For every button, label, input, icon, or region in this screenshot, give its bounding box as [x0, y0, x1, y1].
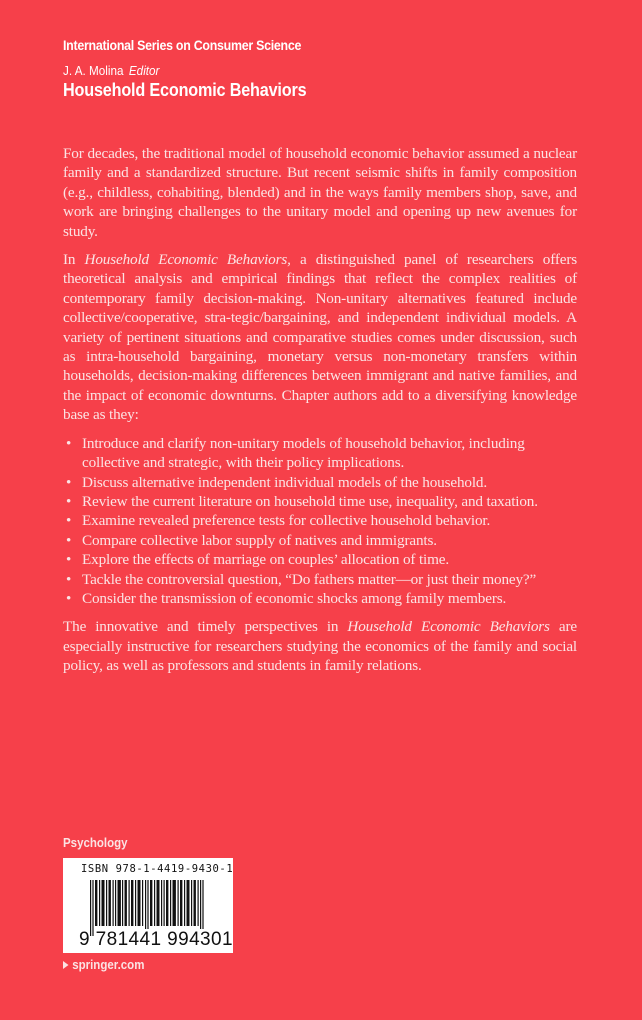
editor-role: Editor [128, 63, 160, 78]
paragraph-text: a distinguished panel of researchers offers theoretical analysis and empirical findings that reflect the complex realities of contemporary family decision-making. Non-unitary alternatives featured include collective/cooperative, stra-tegic/bargaining, and independent individual models. A variety of pertinent situations and comparative studies comes under discussion, such as intra-household bargaining, monetary versus non-monetary transfers within households, decision-making differences between immigrant and native families, and the impact of economic downturns. Chapter authors add to a diversifying knowledge base as they: [63, 251, 577, 424]
bullet-list [63, 434, 577, 609]
bullet-text: Introduce and clarify non-unitary models of household behavior, including collective and strategic, with their policy implications. [82, 434, 525, 472]
editor-name: J. A. Molina [63, 63, 124, 78]
bullet-icon: • [66, 589, 72, 607]
bullet-item [63, 511, 577, 530]
bullet-item [63, 589, 577, 608]
ean-first-digit: 9 [79, 929, 90, 950]
paragraph-text: The innovative and timely perspectives in [63, 618, 348, 636]
bullet-icon: • [66, 512, 72, 530]
isbn-label: ISBN 978-1-4419-9430-1 [81, 863, 234, 875]
bullet-item [63, 473, 577, 492]
ean-right-group: 994301 [167, 929, 233, 950]
blurb-paragraph-2 [63, 250, 577, 425]
bullet-item [63, 434, 577, 473]
triangle-right-icon [63, 961, 69, 969]
bullet-icon: • [66, 551, 72, 569]
bullet-item [63, 550, 577, 569]
bullet-item [63, 492, 577, 511]
blurb-paragraph-1: For decades, the traditional model of household economic behavior assumed a nuclear family and a standardized structure. But recent seismic shifts in family composition (e.g., childless, cohabiting, blended) and in the ways family members shop, save, and work are bringing challenges to the unitary model and opening up new avenues for study. [63, 145, 577, 240]
isbn-barcode [63, 858, 233, 953]
bullet-text: Compare collective labor supply of natives and immigrants. [82, 531, 437, 549]
paragraph-text: are especially instructive for researchers studying the economics of the family and social policy, as well as professors and students in family relations. [63, 618, 577, 675]
website-label: springer.com [72, 958, 145, 972]
bullet-text: Examine revealed preference tests for collective household behavior. [82, 512, 491, 530]
subject-category: Psychology [63, 836, 128, 850]
bullet-text: Review the current literature on household time use, inequality, and taxation. [82, 492, 538, 510]
ean-digits [79, 929, 233, 951]
bullet-text: Consider the transmission of economic shocks among family members. [82, 589, 507, 607]
bullet-item [63, 531, 577, 550]
book-title-italic: Household Economic Behaviors [347, 618, 550, 636]
bullet-icon: • [66, 434, 72, 452]
bullet-icon: • [66, 570, 72, 588]
blurb-paragraph-3 [63, 617, 577, 675]
barcode-icon [90, 880, 208, 936]
bullet-icon: • [66, 531, 72, 549]
bullet-icon: • [66, 492, 72, 510]
publisher-website[interactable] [63, 958, 144, 972]
book-title: Household Economic Behaviors [63, 80, 307, 100]
blurb [63, 144, 577, 685]
series-name: International Series on Consumer Science [63, 38, 302, 53]
bullet-text: Tackle the controversial question, “Do fathers matter—or just their money?” [82, 570, 537, 588]
ean-left-group: 781441 [95, 929, 162, 950]
editor-line [63, 63, 159, 78]
bullet-icon: • [66, 473, 72, 491]
bullet-text: Discuss alternative independent individual models of the household. [82, 473, 487, 491]
paragraph-text: In [63, 251, 85, 269]
book-title-italic: Household Economic Behaviors, [84, 251, 291, 269]
bullet-text: Explore the effects of marriage on couples’ allocation of time. [82, 551, 449, 569]
bullet-item [63, 570, 577, 589]
